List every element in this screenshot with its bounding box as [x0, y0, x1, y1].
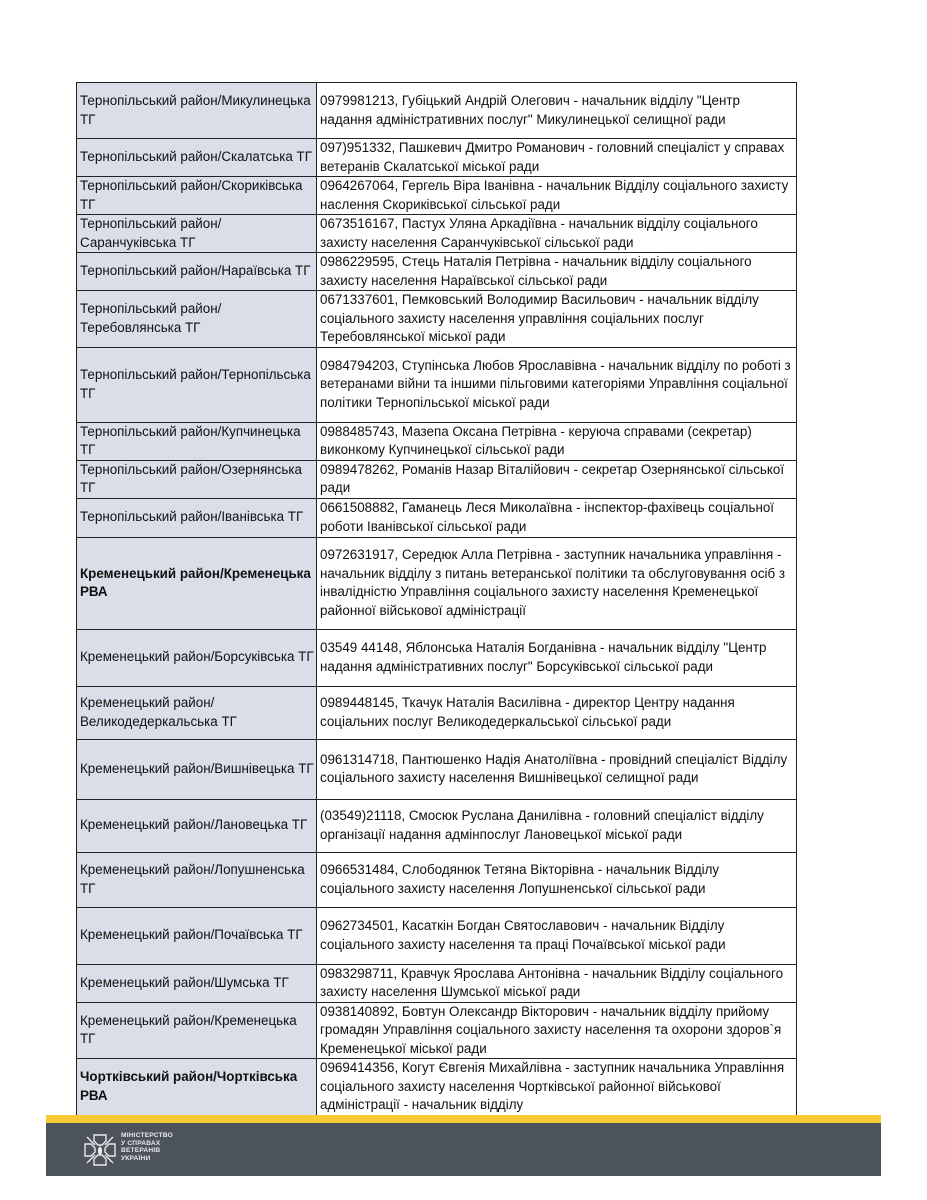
contact-cell: 0969414356, Когут Євгенія Михайлівна - заступник начальника Управління соціального захисту населення Чортківської районної військової адміністрації - начальник відділу: [317, 1059, 797, 1116]
contact-cell: 0989478262, Романів Назар Віталійович - секретар Озернянської сільської ради: [317, 460, 797, 498]
contact-cell: 0661508882, Гаманець Леся Миколаївна - інспектор-фахівець соціальної роботи Іванівської сільської ради: [317, 498, 797, 537]
ministry-name-line: ВЕТЕРАНІВ: [121, 1147, 161, 1155]
table-row: [77, 852, 797, 907]
location-cell: Тернопільський район/Саранчуківська ТГ: [77, 215, 317, 253]
contact-cell: 0989448145, Ткачук Наталія Василівна - директор Центру надання соціальних послуг Великодедеркальської сільської ради: [317, 686, 797, 739]
location-cell: Тернопільський район/Озернянська ТГ: [77, 460, 317, 498]
contact-cell: (03549)21118, Смосюк Руслана Данилівна - головний спеціаліст відділу організації надання адмінпослуг Лановецької міської ради: [317, 799, 797, 852]
location-cell: Тернопільський район/Іванівська ТГ: [77, 498, 317, 537]
table-row: [77, 83, 797, 139]
table-row: [77, 799, 797, 852]
contact-cell: 0983298711, Кравчук Ярослава Антонівна - начальник Відділу соціального захисту населення Шумської міської ради: [317, 964, 797, 1002]
contact-cell: 0979981213, Губіцький Андрій Олегович - начальник відділу "Центр надання адміністративних послуг" Микулинецької селищної ради: [317, 83, 797, 139]
table-row: [77, 686, 797, 739]
contact-cell: 0673516167, Пастух Уляна Аркадіївна - начальник відділу соціального захисту населення Саранчуківської сільської ради: [317, 215, 797, 253]
location-cell: Тернопільський район/Скориківська ТГ: [77, 177, 317, 215]
table-row: [77, 1002, 797, 1059]
table-row: [77, 291, 797, 348]
location-cell: Кременецький район/Лопушненська ТГ: [77, 852, 317, 907]
table-row: [77, 422, 797, 460]
contact-cell: 0961314718, Пантюшенко Надія Анатоліївна - провідний спеціаліст Відділу соціального захисту населення Вишнівецької селищної ради: [317, 739, 797, 799]
location-cell: Чортківський район/Чортківська РВА: [77, 1059, 317, 1116]
contact-cell: 0966531484, Слободянюк Тетяна Вікторівна - начальник Відділу соціального захисту населення Лопушненської сільської ради: [317, 852, 797, 907]
location-cell: Кременецький район/Вишнівецька ТГ: [77, 739, 317, 799]
location-cell: Кременецький район/Кременецька ТГ: [77, 1002, 317, 1059]
table-row: [77, 347, 797, 422]
table-row: [77, 739, 797, 799]
table-row: [77, 1059, 797, 1116]
contact-cell: 03549 44148, Яблонська Наталія Богданівна - начальник відділу "Центр надання адміністративних послуг" Борсуківської сільської ради: [317, 629, 797, 686]
location-cell: Тернопільський район/Теребовлянська ТГ: [77, 291, 317, 348]
contacts-table: [76, 82, 797, 1116]
location-cell: Кременецький район/Почаївська ТГ: [77, 907, 317, 964]
ministry-name: [121, 1132, 173, 1162]
contact-cell: 0986229595, Стець Наталія Петрівна - начальник відділу соціального захисту населення Нараївської сільської ради: [317, 253, 797, 291]
ministry-name-line: УКРАЇНИ: [121, 1154, 151, 1162]
location-cell: Кременецький район/Шумська ТГ: [77, 964, 317, 1002]
table-row: [77, 177, 797, 215]
location-cell: Кременецький район/Борсуківська ТГ: [77, 629, 317, 686]
contact-cell: 0984794203, Ступінська Любов Ярославівна - начальник відділу по роботі з ветеранами війни та іншими пільговими категоріями Управління соціальної політики Тернопільської міської ради: [317, 347, 797, 422]
table-row: [77, 253, 797, 291]
location-cell: Тернопільський район/Купчинецька ТГ: [77, 422, 317, 460]
contact-cell: 097)951332, Пашкевич Дмитро Романович - головний спеціаліст у справах ветеранів Скалатської міської ради: [317, 139, 797, 177]
table-row: [77, 498, 797, 537]
contact-cell: 0938140892, Бовтун Олександр Вікторович - начальник відділу прийому громадян Управління соціального захисту населення та охорони здоров`я Кременецької міської ради: [317, 1002, 797, 1059]
table-row: [77, 139, 797, 177]
table-row: [77, 537, 797, 629]
table-row: [77, 215, 797, 253]
footer-stripe: [46, 1115, 881, 1123]
location-cell: Тернопільський район/Микулинецька ТГ: [77, 83, 317, 139]
location-cell: Кременецький район/Кременецька РВА: [77, 537, 317, 629]
ministry-name-line: МІНІСТЕРСТВО: [121, 1132, 173, 1139]
location-cell: Тернопільський район/Нараївська ТГ: [77, 253, 317, 291]
table-row: [77, 460, 797, 498]
table-row: [77, 964, 797, 1002]
footer-band: [46, 1115, 881, 1176]
contact-cell: 0962734501, Касаткін Богдан Святославович - начальник Відділу соціального захисту населення та праці Почаївської міської ради: [317, 907, 797, 964]
ministry-emblem-icon: [83, 1133, 117, 1167]
table-row: [77, 907, 797, 964]
contact-cell: 0988485743, Мазепа Оксана Петрівна - керуюча справами (секретар) виконкому Купчинецької сільської ради: [317, 422, 797, 460]
location-cell: Тернопільський район/Тернопільська ТГ: [77, 347, 317, 422]
contact-cell: 0671337601, Пемковський Володимир Васильович - начальник відділу соціального захисту населення управління соціальних послуг Теребовлянської міської ради: [317, 291, 797, 348]
location-cell: Тернопільський район/Скалатська ТГ: [77, 139, 317, 177]
contact-cell: 0964267064, Гергель Віра Іванівна - начальник Відділу соціального захисту наслення Скориківської сільської ради: [317, 177, 797, 215]
ministry-name-line: У СПРАВАХ: [121, 1139, 161, 1147]
location-cell: Кременецький район/Лановецька ТГ: [77, 799, 317, 852]
contact-cell: 0972631917, Середюк Алла Петрівна - заступник начальника управління - начальник відділу з питань ветеранської політики та обслуговування осіб з інвалідністю Управління соціального захисту населення Кременецької районної військової адміністрації: [317, 537, 797, 629]
location-cell: Кременецький район/Великодедеркальська ТГ: [77, 686, 317, 739]
table-row: [77, 629, 797, 686]
